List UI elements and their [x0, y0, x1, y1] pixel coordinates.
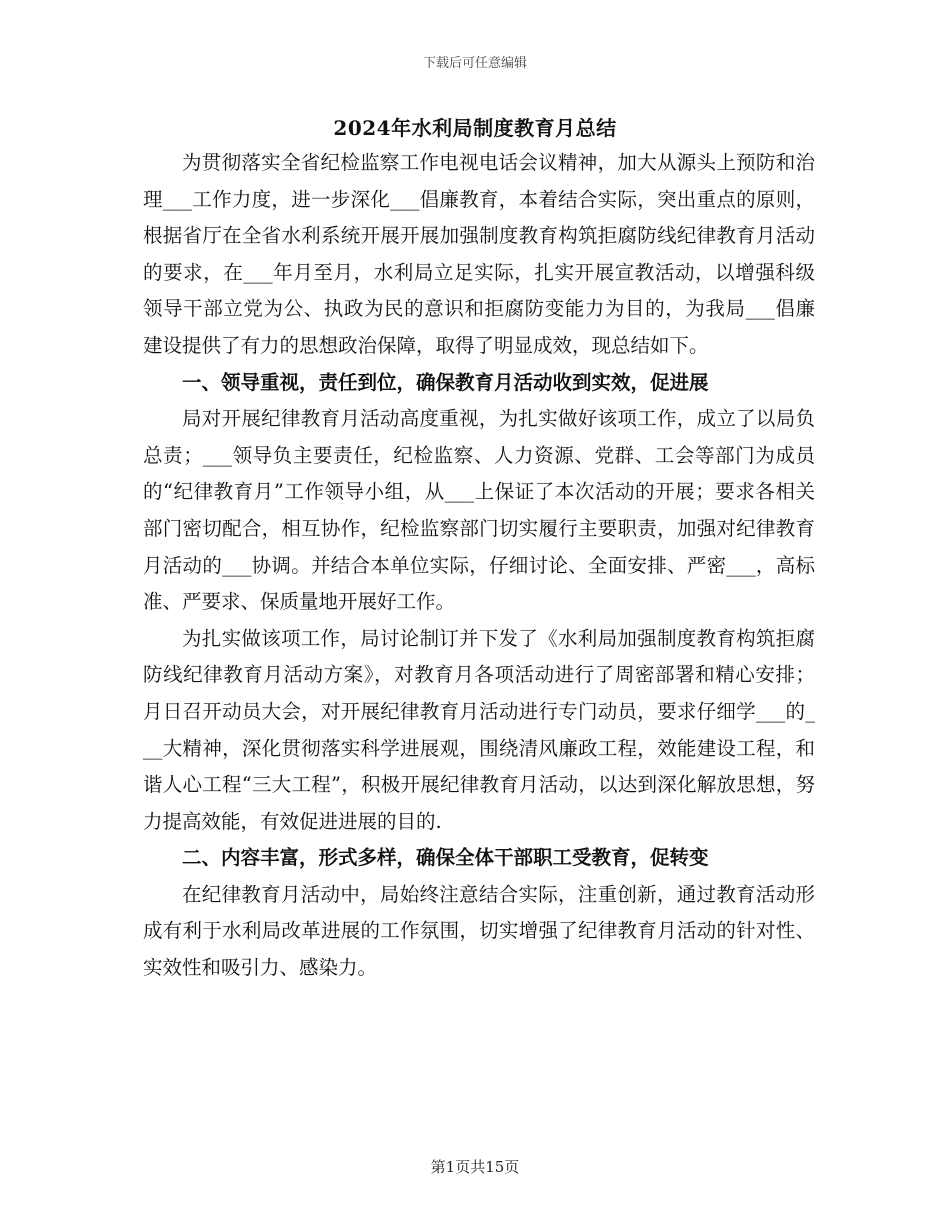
document-body: [143, 145, 815, 987]
page-number-footer: 第1页共15页: [430, 1158, 520, 1176]
paragraph-section2-a: 在纪律教育月活动中，局始终注意结合实际，注重创新，通过教育活动形成有利于水利局改革进展的工作氛围，切实增强了纪律教育月活动的针对性、实效性和吸引力、感染力。: [143, 882, 815, 980]
document-title: 2024年水利局制度教育月总结: [333, 116, 617, 140]
section-heading-1: 一、领导重视，责任到位，确保教育月活动收到实效，促进展: [182, 370, 709, 394]
section-heading-2: 二、内容丰富，形式多样，确保全体干部职工受教育，促转变: [182, 846, 709, 870]
paragraph-section1-a: 局对开展纪律教育月活动高度重视，为扎实做好该项工作，成立了以局负总责；___领导负主要责任，纪检监察、人力资源、党群、工会等部门为成员的“纪律教育月”工作领导小组，从___上保证了本次活动的开展；要求各相关部门密切配合，相互协作，纪检监察部门切实履行主要职责，加强对纪律教育月活动的___协调。并结合本单位实际，仔细讨论、全面安排、严密___，高标准、严要求、保质量地开展好工作。: [143, 407, 815, 614]
header-note: 下载后可任意编辑: [422, 56, 527, 71]
paragraph-section1-b: 为扎实做该项工作，局讨论制订并下发了《水利局加强制度教育构筑拒腐防线纪律教育月活动方案》，对教育月各项活动进行了周密部署和精心安排；月日召开动员大会，对开展纪律教育月活动进行专门动员，要求仔细学___的___大精神，深化贯彻落实科学进展观，围绕清风廉政工程，效能建设工程，和谐人心工程“三大工程”，积极开展纪律教育月活动，以达到深化解放思想，努力提高效能，有效促进进展的目的.: [143, 626, 815, 833]
paragraph-intro: 为贯彻落实全省纪检监察工作电视电话会议精神，加大从源头上预防和治理___工作力度，进一步深化___倡廉教育，本着结合实际，突出重点的原则，根据省厅在全省水利系统开展开展加强制度教育构筑拒腐防线纪律教育月活动的要求，在___年月至月，水利局立足实际，扎实开展宣教活动，以增强科级领导干部立党为公、执政为民的意识和拒腐防变能力为目的，为我局___倡廉建设提供了有力的思想政治保障，取得了明显成效，现总结如下。: [143, 151, 815, 357]
